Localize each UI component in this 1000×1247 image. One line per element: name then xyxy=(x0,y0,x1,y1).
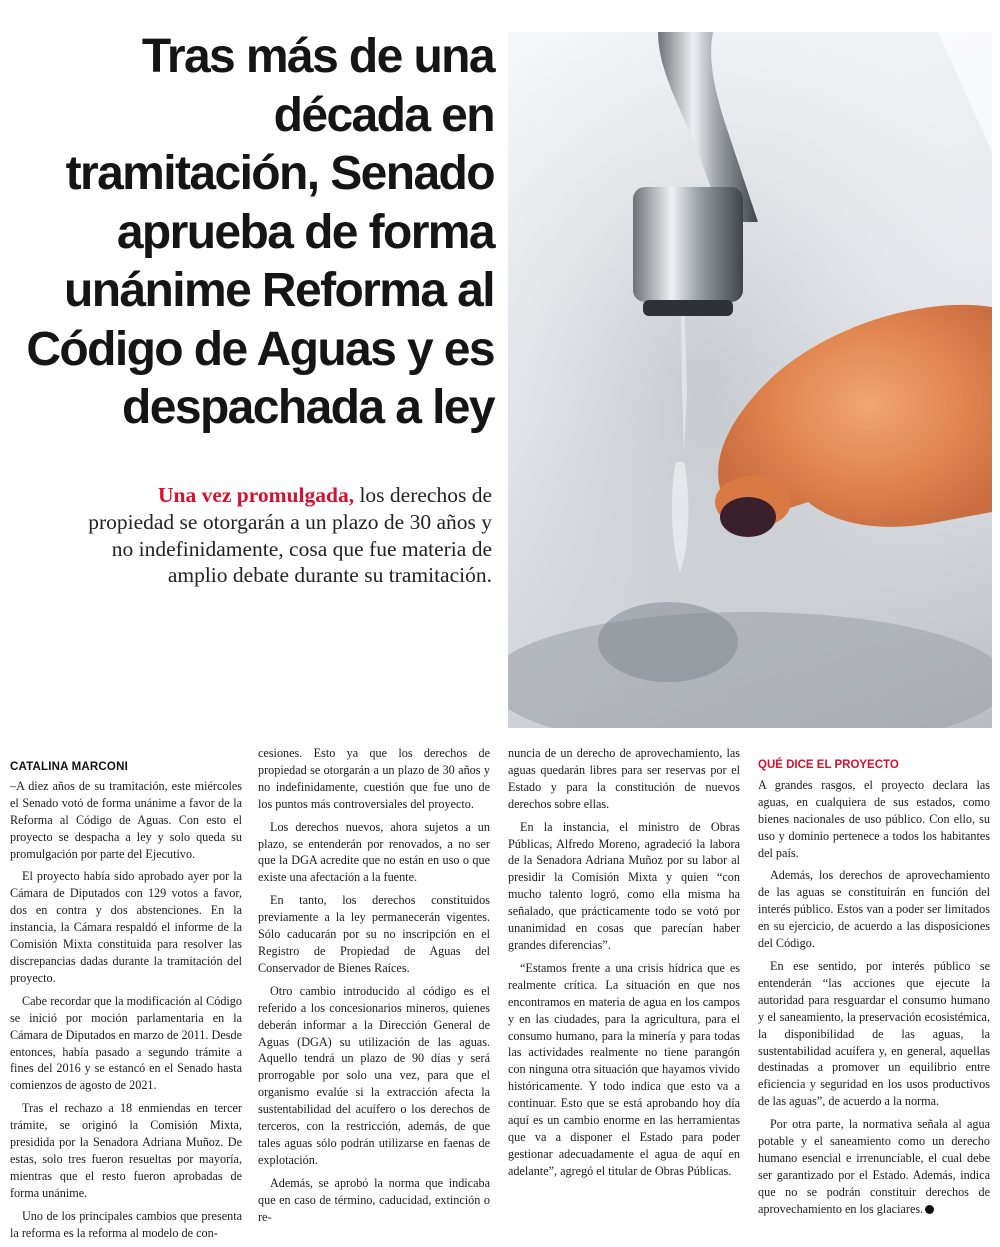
body-paragraph: En ese sentido, por interés público se entenderán “las acciones que ejecute la autoridad para resguardar el consumo humano y el saneamiento, la preservación ecosistémica, la disponibilidad de las aguas, la sustentabilidad acuífera y, en general, aquellas destinadas a promover un equilibrio entre eficiencia y seguridad en los usos productivos de las aguas”, de acuerdo a la norma. xyxy=(758,958,990,1109)
body-paragraph: –A diez años de su tramitación, este miércoles el Senado votó de forma unánime a favor de la Reforma al Código de Aguas. Con esto el proyecto se despacha a ley y solo queda su promulgación por parte del Ejecutivo. xyxy=(10,778,242,861)
body-paragraph: cesiones. Esto ya que los derechos de propiedad se otorgarán a un plazo de 30 años y no indefinidamente, cuestión que fue uno de los puntos más controversiales del proyecto. xyxy=(258,746,490,811)
body-paragraph: Además, los derechos de aprovechamiento de las aguas se constituirán en función del interés público. Estos van a poder ser limitados en su ejercicio, de acuerdo a las disposiciones del Código. xyxy=(758,868,990,951)
body-paragraph: Tras el rechazo a 18 enmiendas en tercer trámite, se originó la Comisión Mixta, presidida por la Senadora Adriana Muñoz. De estas, solo tres fueron resueltas por mayoría, mientras que el resto fueron aprobadas de forma unánime. xyxy=(10,1101,242,1200)
end-mark-icon xyxy=(925,1205,934,1214)
lede-text: los derechos de propiedad se otorgarán a un plazo de 30 años y no indefinidamente, cosa que fue materia de amplio debate durante su tramitación. xyxy=(88,483,492,588)
article-column-3 xyxy=(508,745,740,1186)
faucet-with-hand-icon xyxy=(508,32,992,728)
lede-paragraph xyxy=(70,482,492,589)
headline: Tras más de una década en tramitación, Senado aprueba de forma unánime Reforma al Código de Aguas y es despachada a ley xyxy=(26,30,494,434)
body-paragraph: “Estamos frente a una crisis hídrica que es realmente crítica. La situación en que nos encontramos en materia de agua en los campos y en las ciudades, para la agricultura, para el consumo humano, para la minería y para todas las actividades realmente no tiene parangón con ninguna otra situación que hayamos vivido históricamente. Y todo indica que esto va a continuar. Esto que se está aprobando hoy día aquí es un cambio enorme en las herramientas que va a disponer el Estado para poder gestionar adecuadamente el agua de aquí en adelante”, agregó el titular de Obras Públicas. xyxy=(508,960,740,1178)
article-column-2 xyxy=(258,745,490,1231)
body-paragraph: Los derechos nuevos, ahora sujetos a un plazo, se entenderán por renovados, a no ser que la DGA acredite que no están en uso o que existe una afectación a la fuente. xyxy=(258,819,490,885)
body-paragraph: Otro cambio introducido al código es el referido a los concesionarios mineros, quienes deberán informar a la Dirección General de Aguas (DGA) su utilización de las aguas. Aquello tendrá un plazo de 90 días y será prorrogable por solo una vez, para que el organismo evalúe si la extracción afecta la sustentabilidad del acuífero o los derechos de terceros, con la restricción, además, de que tales aguas sólo podrán utilizarse en faenas de explotación. xyxy=(258,983,490,1167)
body-paragraph: nuncia de un derecho de aprovechamiento, las aguas quedarán libres para ser reservas por el Estado y para la constitución de nuevos derechos sobre ellas. xyxy=(508,746,740,811)
body-paragraph: Además, se aprobó la norma que indicaba que en caso de término, caducidad, extinción o re- xyxy=(258,1175,490,1224)
article-column-4 xyxy=(758,745,990,1224)
faucet-photo xyxy=(508,32,992,728)
body-paragraph: El proyecto había sido aprobado ayer por la Cámara de Diputados con 129 votos a favor, dos en contra y dos abstenciones. En la instancia, la Cámara respaldó el informe de la Comisión Mixta constituida para resolver las discrepancias dadas durante la tramitación del proyecto. xyxy=(10,869,242,985)
section-heading: QUÉ DICE EL PROYECTO xyxy=(758,759,899,771)
byline: CATALINA MARCONI xyxy=(10,761,128,773)
body-paragraph: Cabe recordar que la modificación al Código se inició por moción parlamentaria en la Cámara de Diputados en marzo de 2011. Desde entonces, había pasado a segundo trámite a fines del 2016 y se estancó en el Senado hasta comienzos de agosto de 2021. xyxy=(10,993,242,1093)
last-paragraph-text: Por otra parte, la normativa señala al agua potable y el saneamiento como un derecho humano esencial e irrenunciable, el cual debe ser garantizado por el Estado. Además, indica que no se podrán constituir derechos de aprovechamiento en los glaciares. xyxy=(758,1117,990,1216)
body-paragraph: En la instancia, el ministro de Obras Públicas, Alfredo Moreno, agradeció la labora de la Senadora Adriana Muñoz por su labor al presidir la Comisión Mixta y quien “con mucho talento logró, como ella misma ha señalado, que prácticamente todo se votó por unanimidad en cosas que parecían haber grandes diferencias”. xyxy=(508,819,740,952)
body-paragraph: A grandes rasgos, el proyecto declara las aguas, en cualquiera de sus estados, como bienes nacionales de uso público. Con ello, su uso y dominio pertenece a todos los habitantes del país. xyxy=(758,777,990,860)
body-paragraph: En tanto, los derechos constituidos previamente a la ley permanecerán vigentes. Sólo caducarán por su no inscripción en el Registro de Propiedad de Aguas del Conservador de Bienes Raíces. xyxy=(258,893,490,975)
article-column-1 xyxy=(10,745,242,1247)
body-paragraph-last xyxy=(758,1116,990,1217)
body-paragraph: Uno de los principales cambios que presenta la reforma es la reforma al modelo de con- xyxy=(10,1208,242,1240)
lede-highlight: Una vez promulgada, xyxy=(157,483,355,507)
